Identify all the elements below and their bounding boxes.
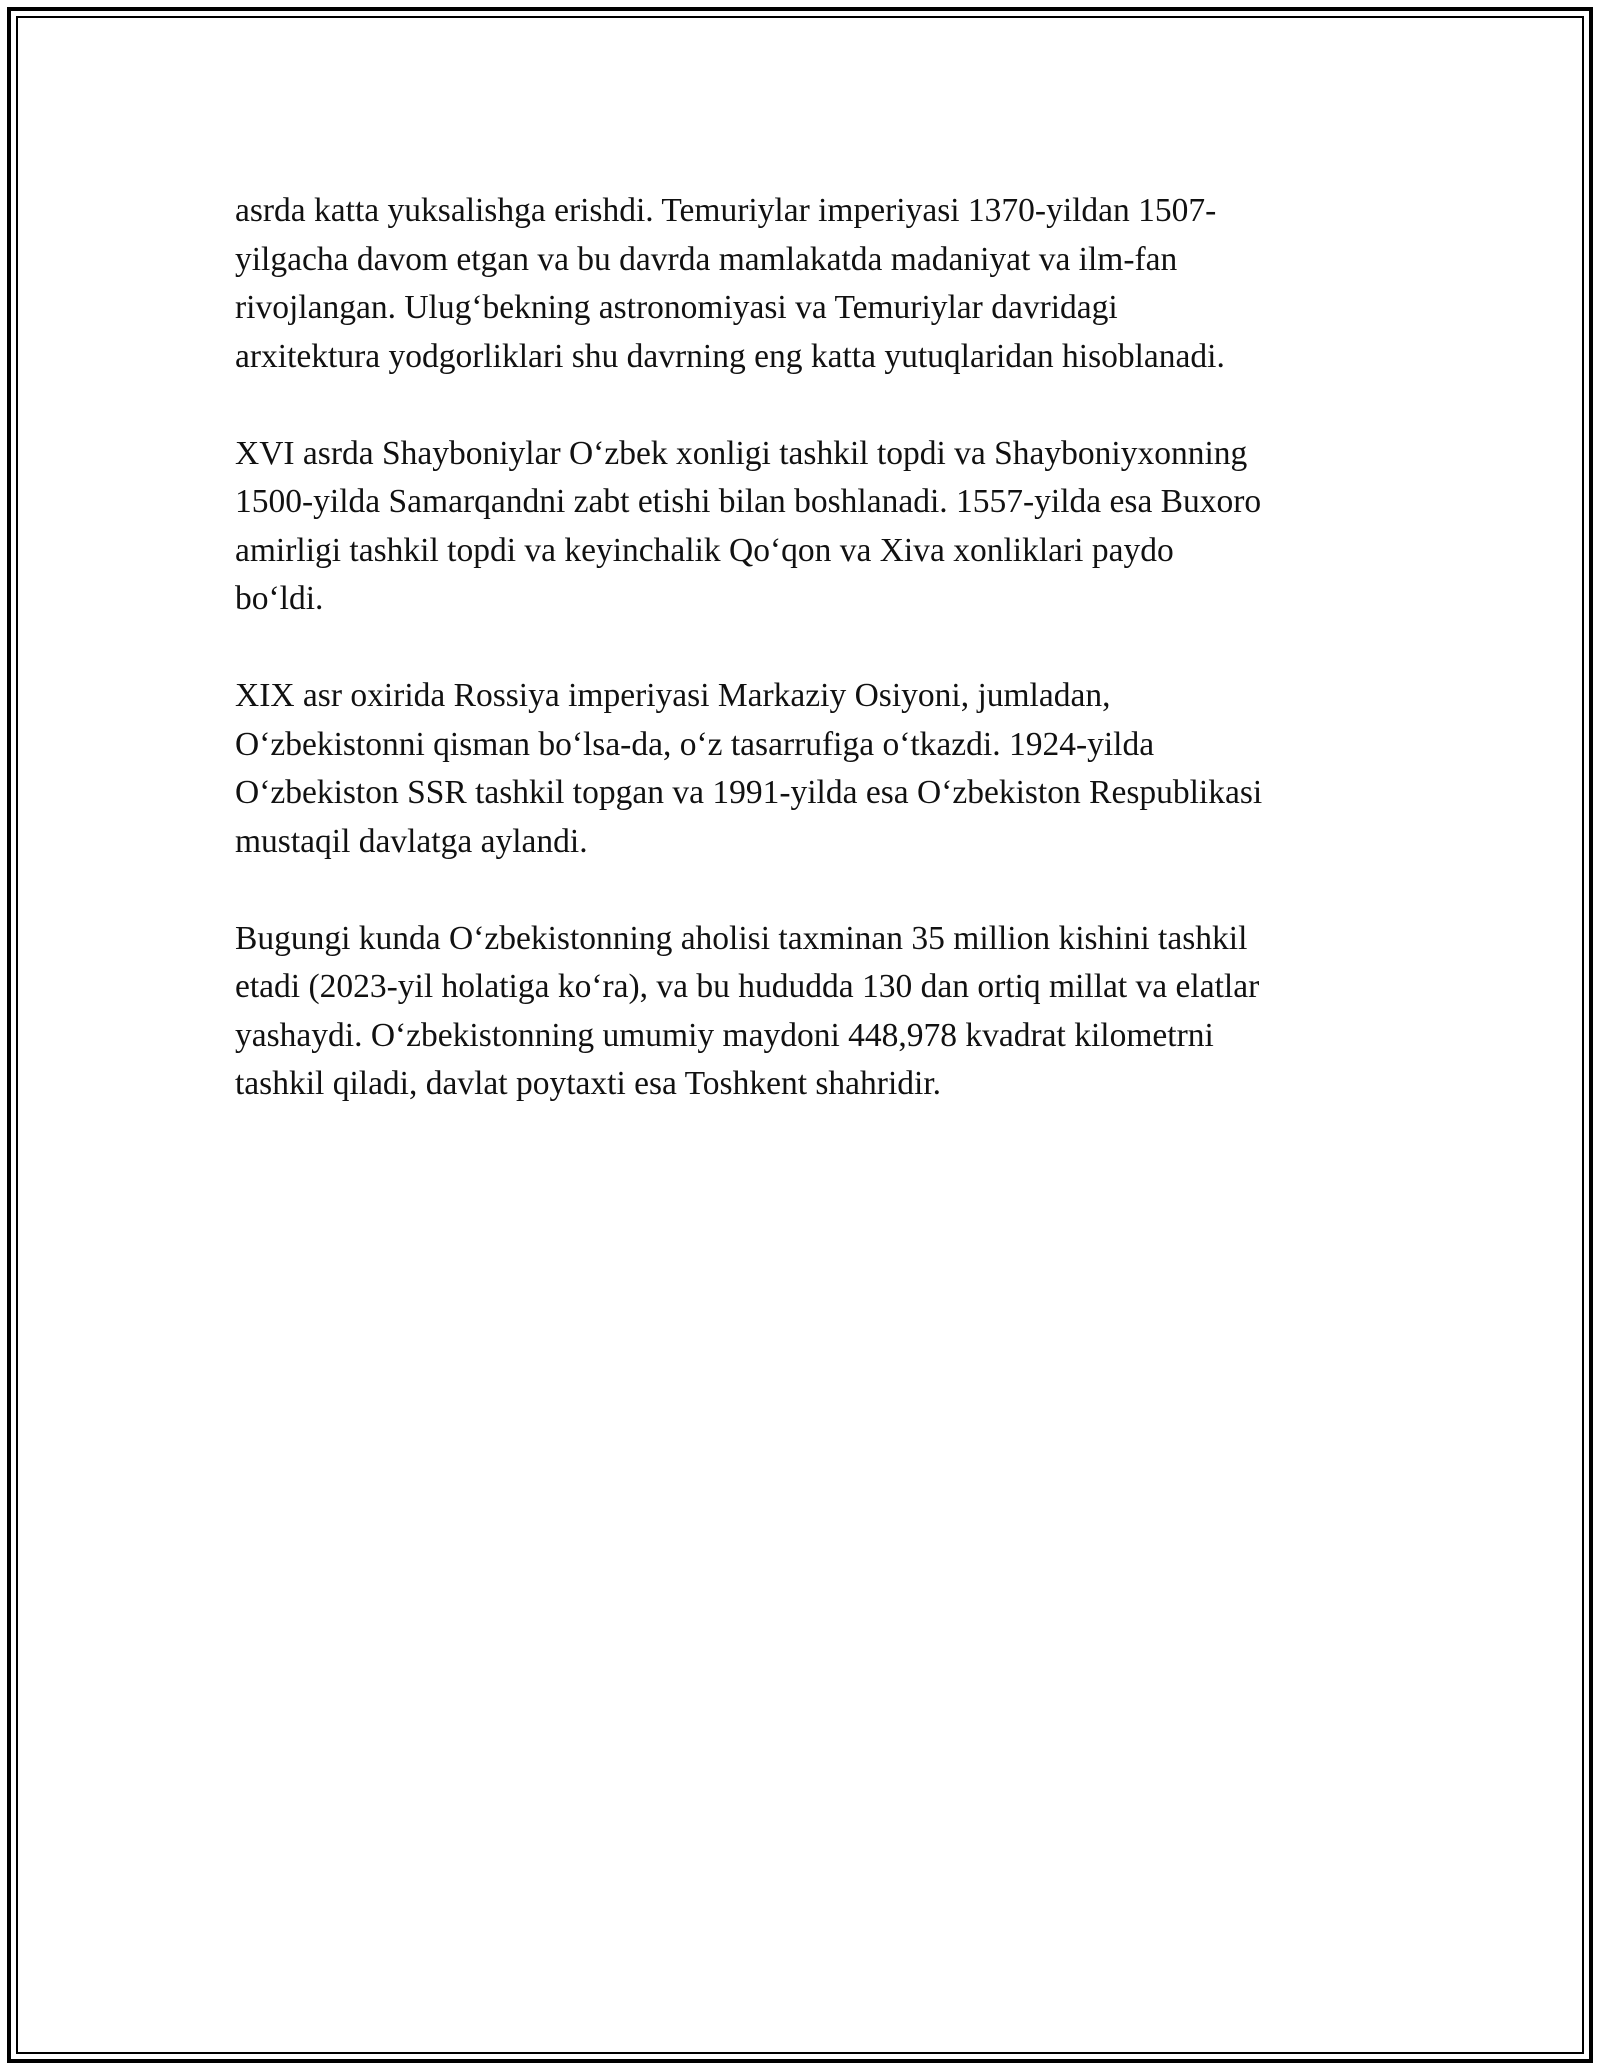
text-line: rivojlangan. Ulug‘bekning astronomiyasi va Temuriylar davridagi (235, 289, 1118, 326)
text-line: mustaqil davlatga aylandi. (235, 822, 588, 860)
text-line: asrda katta yuksalishga erishdi. Temuriylar imperiyasi 1370-yildan 1507- (235, 192, 1217, 229)
document-body (235, 187, 1365, 1157)
text-line: O‘zbekiston SSR tashkil topgan va 1991-yilda esa O‘zbekiston Respublikasi (235, 774, 1263, 811)
text-line: tashkil qiladi, davlat poytaxti esa Toshkent shahridir. (235, 1065, 942, 1102)
text-line: XVI asrda Shayboniylar O‘zbek xonligi tashkil topdi va Shayboniyxonning (235, 434, 1248, 472)
text-line: 1500-yilda Samarqandni zabt etishi bilan boshlanadi. 1557-yilda esa Buxoro (235, 483, 1262, 520)
text-line: yashaydi. O‘zbekistonning umumiy maydoni 448,978 kvadrat kilometrni (235, 1016, 1214, 1054)
text-line: yilgacha davom etgan va bu davrda mamlakatda madaniyat va ilm-fan (235, 240, 1178, 278)
text-line: Bugungi kunda O‘zbekistonning aholisi taxminan 35 million kishini tashkil (235, 919, 1248, 957)
text-line: XIX asr oxirida Rossiya imperiyasi Markaziy Osiyoni, jumladan, (235, 677, 1111, 714)
paragraph-modern-uzbekistan (235, 915, 1365, 1109)
paragraph-russian-empire (235, 672, 1365, 866)
text-line: amirligi tashkil topdi va keyinchalik Qo‘qon va Xiva xonliklari paydo (235, 531, 1174, 569)
text-line: etadi (2023-yil holatiga ko‘ra), va bu hududda 130 dan ortiq millat va elatlar (235, 968, 1260, 1005)
text-line: bo‘ldi. (235, 580, 324, 617)
paragraph-timurids (235, 187, 1365, 381)
text-line: arxitektura yodgorliklari shu davrning eng katta yutuqlaridan hisoblanadi. (235, 337, 1225, 375)
paragraph-shaybanids (235, 430, 1365, 624)
text-line: O‘zbekistonni qisman bo‘lsa-da, o‘z tasarrufiga o‘tkazdi. 1924-yilda (235, 725, 1155, 763)
